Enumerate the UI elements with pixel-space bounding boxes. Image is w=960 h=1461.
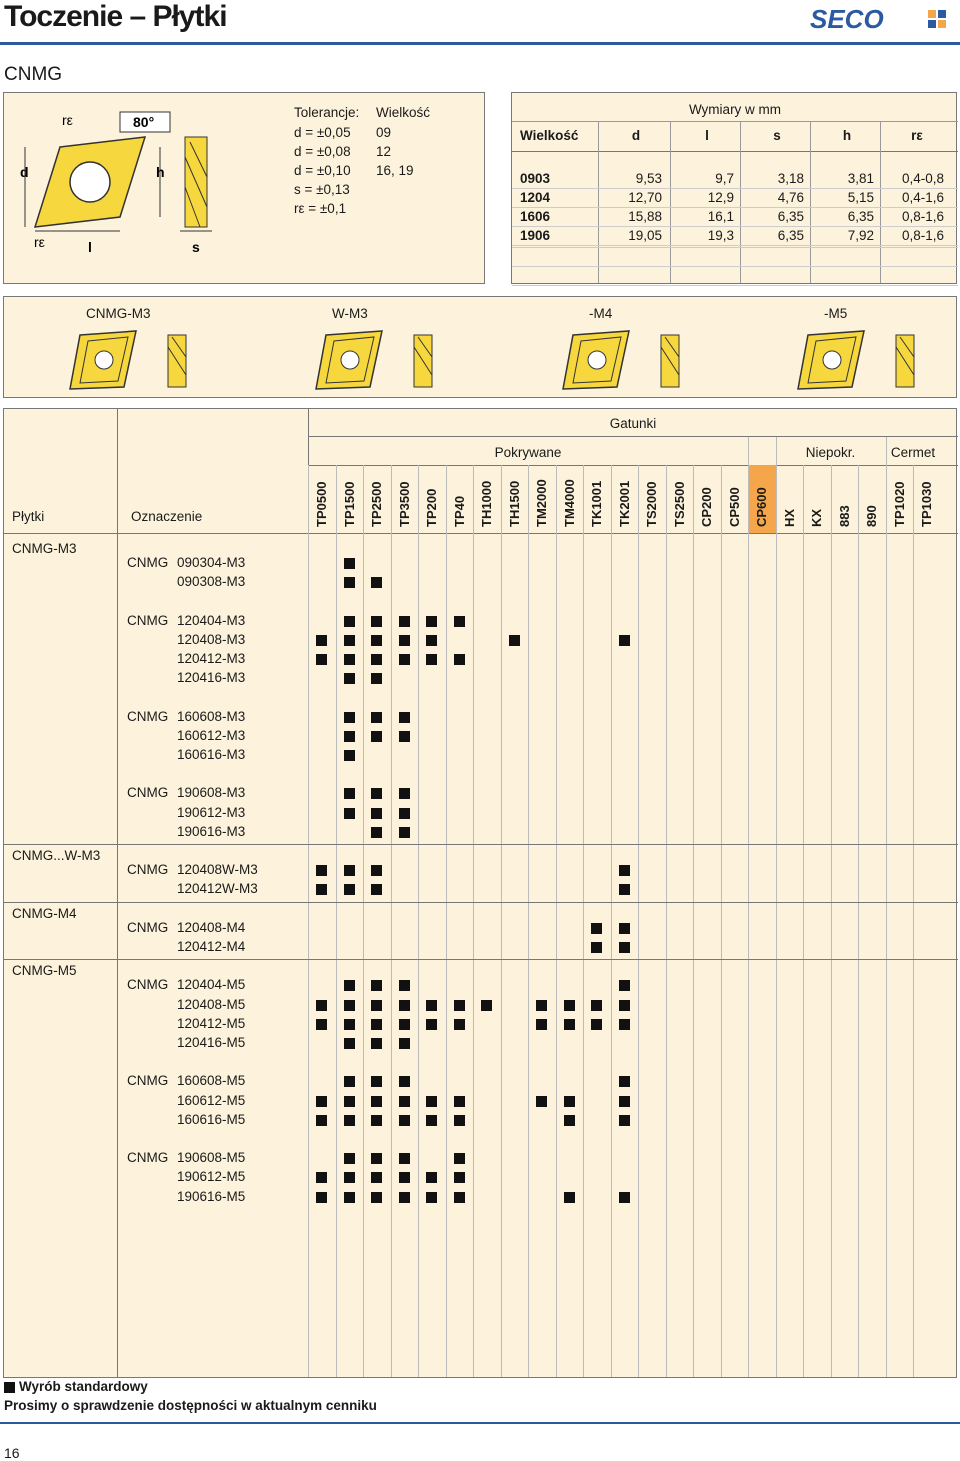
availability-mark	[399, 788, 410, 799]
grade-col-rule	[556, 465, 557, 1377]
geometry-label: CNMG-M3	[86, 306, 151, 321]
designation-code: 090308-M3	[177, 574, 246, 590]
designation-prefix: CNMG	[127, 1073, 169, 1089]
availability-mark	[426, 1000, 437, 1011]
availability-mark	[344, 788, 355, 799]
designation-code: 190616-M5	[177, 1188, 246, 1204]
availability-mark	[371, 654, 382, 665]
logo-text: SECO	[810, 6, 884, 32]
availability-mark	[316, 1115, 327, 1126]
grade-label-cp500: CP500	[726, 487, 742, 527]
grade-col-rule	[473, 465, 474, 1377]
availability-mark	[344, 884, 355, 895]
dimensions-row-rule	[512, 226, 958, 227]
dimensions-cell: 6,35	[777, 209, 804, 224]
niepokr-header: Niepokr.	[805, 445, 856, 460]
availability-mark	[454, 1172, 465, 1183]
availability-mark	[536, 1000, 547, 1011]
availability-mark	[426, 616, 437, 627]
designation-code: 090304-M3	[177, 555, 246, 570]
grade-col-rule	[748, 437, 749, 1377]
designation-prefix: CNMG	[127, 785, 169, 801]
gatunki-header: Gatunki	[609, 416, 657, 431]
grade-label-tp1020: TP1020	[891, 481, 907, 527]
group-label: CNMG-M4	[12, 905, 77, 921]
page-title: Toczenie – Płytki	[4, 0, 227, 33]
availability-mark	[344, 808, 355, 819]
col-rule-plytki	[117, 409, 118, 1377]
availability-note: Prosimy o sprawdzenie dostępności w aktualnym cenniku	[4, 1398, 377, 1413]
group-label: CNMG-M3	[12, 541, 77, 556]
grade-col-rule	[831, 465, 832, 1377]
availability-mark	[399, 1115, 410, 1126]
availability-mark	[316, 635, 327, 646]
designation-prefix: CNMG	[127, 1150, 169, 1166]
group-label: CNMG...W-M3	[12, 848, 101, 864]
availability-mark	[344, 635, 355, 646]
grade-label-tp3500: TP3500	[396, 481, 412, 527]
designation-prefix: CNMG	[127, 555, 169, 570]
grade-label-tp0500: TP0500	[314, 481, 329, 527]
designation-prefix: CNMG	[127, 862, 169, 878]
designation-code: 160616-M3	[177, 747, 246, 762]
designation-code: 120416-M3	[177, 670, 246, 686]
availability-mark	[399, 654, 410, 665]
availability-mark	[564, 1019, 575, 1030]
grade-label-th1000: TH1000	[479, 480, 494, 527]
group-rule	[4, 959, 958, 960]
designation-code: 160612-M3	[177, 727, 246, 743]
grade-label-tp1030: TP1030	[919, 481, 934, 527]
diagram-re: rε	[62, 112, 73, 128]
dimensions-panel	[511, 92, 957, 284]
availability-mark	[399, 1000, 410, 1011]
dimensions-col-rule	[880, 121, 881, 283]
page-number: 16	[4, 1445, 20, 1461]
availability-mark	[619, 1000, 630, 1011]
dimensions-cell: 0,4-1,6	[901, 190, 944, 205]
availability-mark	[316, 884, 327, 895]
dimensions-cell: 5,15	[847, 190, 874, 205]
availability-mark	[371, 1172, 382, 1183]
availability-mark	[371, 980, 382, 991]
dimensions-cell: 15,88	[628, 209, 662, 224]
cermet-header: Cermet	[890, 445, 936, 460]
grade-col-rule	[666, 465, 667, 1377]
grade-label-tp40: TP40	[451, 495, 467, 527]
availability-mark	[591, 942, 602, 953]
dimensions-row-rule	[512, 188, 958, 189]
availability-mark	[344, 731, 355, 742]
insert-diagram	[20, 107, 250, 257]
dimensions-cell: 9,7	[715, 171, 734, 186]
availability-mark	[454, 616, 465, 627]
dimensions-row-rule	[512, 245, 958, 246]
diagram-l: l	[88, 239, 92, 255]
designation-code: 120408W-M3	[177, 862, 258, 878]
availability-mark	[426, 1192, 437, 1203]
dimensions-col-header: l	[705, 128, 709, 143]
availability-mark	[344, 865, 355, 876]
availability-mark	[591, 1000, 602, 1011]
availability-mark	[371, 577, 382, 588]
size-value: 16, 19	[376, 163, 414, 178]
availability-mark	[371, 1076, 382, 1087]
grade-label-tk2001: TK2001	[616, 480, 632, 527]
grade-label-cp200: CP200	[699, 487, 714, 527]
designation-code: 160616-M5	[177, 1111, 246, 1127]
dimensions-col-header: s	[773, 128, 781, 143]
availability-mark	[399, 731, 410, 742]
dimensions-cell: 0,4-0,8	[901, 171, 944, 186]
grades-table	[3, 408, 957, 1378]
tolerance-panel	[3, 92, 485, 284]
availability-mark	[344, 654, 355, 665]
availability-mark	[454, 1115, 465, 1126]
grade-col-rule	[803, 465, 804, 1377]
availability-mark	[399, 1192, 410, 1203]
availability-mark	[564, 1115, 575, 1126]
availability-mark	[399, 1096, 410, 1107]
tolerance-line: d = ±0,08	[294, 144, 351, 159]
designation-code: 120416-M5	[177, 1035, 246, 1050]
dimensions-cell: 1204	[520, 190, 551, 205]
designation-code: 120408-M5	[177, 996, 246, 1012]
availability-mark	[619, 980, 630, 991]
grade-col-rule	[336, 465, 337, 1377]
availability-mark	[619, 1096, 630, 1107]
dimensions-cell: 0,8-1,6	[901, 209, 944, 224]
availability-mark	[426, 1172, 437, 1183]
availability-mark	[619, 865, 630, 876]
availability-mark	[591, 923, 602, 934]
availability-mark	[371, 808, 382, 819]
availability-mark	[371, 827, 382, 838]
grade-label-th1500: TH1500	[506, 480, 522, 527]
availability-mark	[316, 1000, 327, 1011]
dimensions-empty-rule	[512, 285, 958, 286]
availability-mark	[454, 654, 465, 665]
availability-mark	[426, 654, 437, 665]
availability-mark	[344, 1038, 355, 1049]
availability-mark	[371, 865, 382, 876]
availability-mark	[371, 1019, 382, 1030]
availability-mark	[316, 1019, 327, 1030]
availability-mark	[316, 865, 327, 876]
availability-mark	[371, 1096, 382, 1107]
availability-mark	[316, 654, 327, 665]
availability-mark	[371, 1000, 382, 1011]
grade-col-rule	[363, 465, 364, 1377]
availability-mark	[371, 731, 382, 742]
dimensions-col-header: d	[631, 128, 641, 143]
dimensions-cell: 12,70	[628, 190, 662, 205]
designation-prefix: CNMG	[127, 612, 169, 628]
diagram-d: d	[20, 164, 29, 180]
grade-label-kx: KX	[809, 508, 824, 527]
grade-label-cp600: CP600	[754, 487, 769, 527]
gatunki-rule	[308, 436, 958, 437]
dimensions-row-rule	[512, 207, 958, 208]
availability-mark	[619, 942, 630, 953]
dimensions-cell: 9,53	[635, 171, 662, 186]
header-bottom-rule	[4, 533, 958, 534]
availability-mark	[399, 1153, 410, 1164]
dimensions-cell: 6,35	[847, 209, 874, 224]
plytki-header: Płytki	[12, 509, 45, 524]
dimensions-cell: 0903	[520, 171, 551, 186]
availability-mark	[619, 1019, 630, 1030]
availability-mark	[619, 1076, 630, 1087]
availability-mark	[619, 1115, 630, 1126]
availability-mark	[591, 1019, 602, 1030]
availability-mark	[344, 616, 355, 627]
designation-code: 120404-M5	[177, 977, 246, 993]
availability-mark	[316, 1192, 327, 1203]
availability-mark	[371, 1115, 382, 1126]
size-value: 09	[376, 125, 392, 140]
availability-mark	[536, 1096, 547, 1107]
availability-mark	[344, 558, 355, 569]
availability-mark	[371, 1038, 382, 1049]
tolerance-line: d = ±0,05	[294, 125, 351, 140]
grade-col-rule	[721, 465, 722, 1377]
grade-label-hx: HX	[781, 508, 797, 527]
grade-col-rule	[446, 465, 447, 1377]
availability-mark	[316, 1172, 327, 1183]
dimensions-empty-rule	[512, 247, 958, 248]
designation-code: 190616-M3	[177, 823, 246, 839]
availability-mark	[344, 1019, 355, 1030]
designation-code: 120412-M5	[177, 1015, 246, 1031]
designation-code: 120412-M3	[177, 651, 246, 666]
availability-mark	[399, 1038, 410, 1049]
availability-mark	[426, 1096, 437, 1107]
availability-mark	[316, 1096, 327, 1107]
availability-mark	[344, 1096, 355, 1107]
dimensions-cell: 1606	[520, 209, 551, 224]
availability-mark	[454, 1192, 465, 1203]
availability-mark	[399, 635, 410, 646]
grade-col-rule	[528, 465, 529, 1377]
dimensions-col-rule	[810, 121, 811, 283]
insert-geometry-icon	[561, 327, 741, 391]
availability-mark	[619, 923, 630, 934]
availability-mark	[454, 1019, 465, 1030]
availability-mark	[619, 1192, 630, 1203]
dimensions-cell: 7,92	[847, 228, 874, 243]
grade-col-rule	[913, 465, 914, 1377]
tolerance-line: rε = ±0,1	[294, 201, 347, 216]
availability-mark	[399, 980, 410, 991]
designation-prefix: CNMG	[127, 708, 169, 724]
availability-mark	[371, 1192, 382, 1203]
availability-mark	[344, 1172, 355, 1183]
availability-mark	[399, 712, 410, 723]
grade-col-rule	[391, 465, 392, 1377]
geometry-label: -M4	[589, 306, 613, 321]
grade-col-rule	[611, 465, 612, 1377]
grade-col-rule	[418, 465, 419, 1377]
insert-geometry-icon	[314, 327, 494, 391]
size-title: Wielkość	[376, 105, 431, 120]
availability-mark	[344, 1076, 355, 1087]
title-rule	[0, 42, 960, 45]
availability-mark	[344, 673, 355, 684]
grade-label-tp2500: TP2500	[369, 481, 384, 527]
dimensions-header-rule	[512, 151, 958, 152]
insert-geometry-icon	[796, 327, 960, 391]
availability-mark	[399, 1172, 410, 1183]
grade-col-rule	[693, 465, 694, 1377]
availability-mark	[344, 1192, 355, 1203]
availability-mark	[371, 1153, 382, 1164]
tolerance-line: s = ±0,13	[294, 182, 350, 197]
dimensions-col-header: h	[842, 128, 852, 143]
availability-mark	[399, 616, 410, 627]
availability-mark	[344, 1153, 355, 1164]
legend-label: Wyrób standardowy	[19, 1379, 148, 1394]
dimensions-cell: 3,81	[847, 171, 874, 186]
designation-prefix: CNMG	[127, 919, 169, 935]
dimensions-col-header: rε	[911, 128, 923, 143]
pokrywane-header: Pokrywane	[494, 445, 562, 460]
designation-code: 160608-M3	[177, 708, 246, 724]
designation-code: 120408-M3	[177, 631, 246, 647]
availability-mark	[454, 1096, 465, 1107]
dimensions-cell: 12,9	[707, 190, 734, 205]
designation-code: 190612-M5	[177, 1169, 246, 1185]
dimensions-col-rule	[670, 121, 671, 283]
diagram-angle: 80°	[133, 114, 155, 130]
designation-code: 190608-M5	[177, 1150, 246, 1166]
availability-mark	[564, 1096, 575, 1107]
grade-col-rule	[583, 465, 584, 1377]
dimensions-cell: 1906	[520, 228, 551, 243]
dimensions-col-header: Wielkość	[520, 128, 579, 143]
availability-mark	[399, 1076, 410, 1087]
tolerance-line: d = ±0,10	[294, 163, 351, 178]
grade-label-tp200: TP200	[424, 488, 439, 527]
designation-code: 120408-M4	[177, 919, 246, 935]
grade-col-rule	[501, 465, 502, 1377]
grade-col-rule	[638, 465, 639, 1377]
grade-label-tk1001: TK1001	[589, 480, 604, 527]
availability-mark	[371, 673, 382, 684]
availability-mark	[454, 1000, 465, 1011]
group-label: CNMG-M5	[12, 963, 77, 979]
designation-code: 190612-M3	[177, 804, 246, 820]
dimensions-cell: 19,05	[628, 228, 662, 243]
size-value: 12	[376, 144, 392, 159]
dimensions-cell: 6,35	[777, 228, 804, 243]
availability-mark	[564, 1000, 575, 1011]
availability-mark	[344, 750, 355, 761]
geometry-label: -M5	[824, 306, 848, 321]
availability-mark	[344, 980, 355, 991]
grade-col-rule	[886, 437, 887, 1377]
availability-mark	[399, 808, 410, 819]
grade-col-rule	[308, 465, 309, 1377]
availability-mark	[371, 884, 382, 895]
subheader-rule	[308, 465, 958, 466]
availability-mark	[399, 1019, 410, 1030]
diagram-s: s	[192, 239, 200, 255]
grade-label-tp1500: TP1500	[341, 481, 357, 527]
availability-mark	[344, 1000, 355, 1011]
tolerance-title: Tolerancje:	[294, 105, 360, 120]
availability-mark	[344, 1115, 355, 1126]
dimensions-header: Wymiary w mm	[688, 102, 782, 117]
oznaczenie-header: Oznaczenie	[131, 509, 203, 524]
availability-mark	[344, 712, 355, 723]
availability-mark	[371, 616, 382, 627]
designation-prefix: CNMG	[127, 977, 169, 993]
availability-mark	[619, 884, 630, 895]
dimensions-col-rule	[598, 121, 599, 283]
grade-col-rule	[858, 465, 859, 1377]
designation-code: 190608-M3	[177, 785, 246, 801]
dimensions-col-rule	[740, 121, 741, 283]
grade-label-tm4000: TM4000	[561, 479, 577, 527]
designation-code: 120412-M4	[177, 939, 246, 954]
geometry-label: W-M3	[332, 306, 368, 321]
dimensions-empty-rule	[512, 266, 958, 267]
geometry-panel	[3, 296, 957, 398]
availability-mark	[509, 635, 520, 646]
grade-label-ts2000: TS2000	[644, 481, 659, 527]
insert-geometry-icon	[68, 327, 248, 391]
diagram-h: h	[156, 164, 165, 180]
designation-code: 120404-M3	[177, 612, 246, 628]
availability-mark	[371, 635, 382, 646]
availability-mark	[536, 1019, 547, 1030]
availability-mark	[426, 635, 437, 646]
availability-mark	[564, 1192, 575, 1203]
availability-mark	[426, 1115, 437, 1126]
dimensions-cell: 19,3	[707, 228, 734, 243]
page-subtitle: CNMG	[4, 64, 63, 85]
grade-label-ts2500: TS2500	[671, 481, 687, 527]
designation-code: 160608-M5	[177, 1073, 246, 1089]
diagram-re2: rε	[34, 234, 45, 250]
grade-col-rule	[776, 437, 777, 1377]
dimensions-cell: 0,8-1,6	[901, 228, 944, 243]
grade-label-tm2000: TM2000	[534, 479, 549, 527]
group-rule	[4, 844, 958, 845]
availability-mark	[454, 1153, 465, 1164]
availability-mark	[371, 712, 382, 723]
availability-mark	[619, 635, 630, 646]
availability-mark	[399, 827, 410, 838]
availability-mark	[344, 577, 355, 588]
dimensions-cell: 16,1	[707, 209, 734, 224]
dimensions-cell: 3,18	[777, 171, 804, 186]
legend-square-icon	[4, 1382, 15, 1393]
grade-label-890: 890	[864, 505, 879, 527]
designation-code: 160612-M5	[177, 1092, 246, 1108]
availability-mark	[426, 1019, 437, 1030]
availability-mark	[481, 1000, 492, 1011]
grade-label-883: 883	[836, 505, 852, 527]
group-rule	[4, 902, 958, 903]
availability-mark	[371, 788, 382, 799]
seco-logo	[810, 6, 950, 32]
dimensions-cell: 4,76	[777, 190, 804, 205]
designation-code: 120412W-M3	[177, 881, 258, 897]
